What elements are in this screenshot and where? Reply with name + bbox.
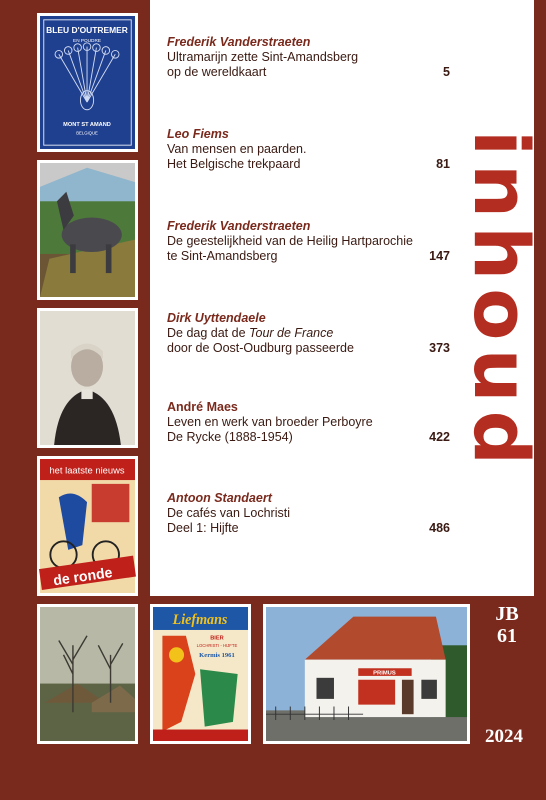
toc-author: André Maes	[167, 400, 238, 414]
toc-title-line	[167, 326, 450, 341]
toc-title-line: Ultramarijn zette Sint-Amandsberg	[167, 50, 359, 64]
toc-author: Leo Fiems	[167, 127, 229, 141]
toc-author: Frederik Vanderstraeten	[167, 35, 311, 49]
liefmans-poster-image	[150, 604, 251, 744]
contents-title-text: inhoud	[456, 129, 546, 473]
landscape-painting-image	[37, 604, 138, 744]
ultramarine-text-4: BELGIQUE	[76, 130, 98, 136]
ultramarine-label-image	[37, 13, 138, 152]
toc-page-number: 5	[443, 65, 450, 79]
volume-abbr: JB	[495, 603, 519, 625]
volume-label	[480, 603, 534, 647]
contents-title	[456, 8, 546, 594]
ultramarine-text-1: BLEU D'OUTREMER	[46, 25, 128, 36]
ultramarine-text-3: MONT ST AMAND	[63, 122, 111, 129]
toc-entry-5[interactable]	[167, 400, 450, 445]
toc-title-text: De dag dat de	[167, 326, 250, 340]
toc-entry-6[interactable]	[167, 491, 450, 536]
priest-portrait-image	[37, 308, 138, 448]
cafe-photo-image	[263, 604, 470, 744]
toc-page-number: 422	[429, 430, 450, 444]
volume-number: 61	[497, 625, 517, 647]
toc-title-line: De Rycke (1888-1954)	[167, 430, 293, 444]
toc-author: Frederik Vanderstraeten	[167, 219, 311, 233]
toc-author: Antoon Standaert	[167, 491, 272, 505]
toc-entry-3[interactable]	[167, 219, 450, 264]
toc-title-line: De cafés van Lochristi	[167, 506, 290, 520]
toc-title-italic: Tour de France	[249, 326, 334, 340]
poster-bottom-text: de ronde	[52, 564, 114, 590]
cafe-sign-text: PRIMUS	[373, 670, 396, 677]
toc-author: Dirk Uyttendaele	[167, 311, 266, 325]
year-label: 2024	[485, 726, 523, 747]
toc-page-number: 81	[436, 157, 450, 171]
toc-title-line: Van mensen en paarden.	[167, 142, 307, 156]
toc-entry-4[interactable]	[167, 311, 450, 356]
toc-title-line: Leven en werk van broeder Perboyre	[167, 415, 373, 429]
horse-mural-image	[37, 160, 138, 300]
toc-page-number: 147	[429, 249, 450, 263]
liefmans-text-1: BIER	[210, 635, 224, 642]
ultramarine-text-2: EN POUDRE	[73, 38, 101, 44]
poster-top-text: het laatste nieuws	[49, 465, 125, 477]
toc-page-number: 373	[429, 341, 450, 355]
toc-title-line: door de Oost-Oudburg passeerde	[167, 341, 354, 355]
toc-entry-2[interactable]	[167, 127, 450, 172]
toc-page-number: 486	[429, 521, 450, 535]
tour-de-france-poster-image	[37, 456, 138, 596]
liefmans-brand-text: Liefmans	[172, 612, 228, 629]
toc-title-line: De geestelijkheid van de Heilig Hartparochie	[167, 234, 413, 248]
toc-title-line: Het Belgische trekpaard	[167, 157, 301, 171]
toc-title-line: te Sint-Amandsberg	[167, 249, 278, 263]
liefmans-text-2: LOCHRISTI - HIJFTE	[196, 643, 238, 649]
liefmans-text-3: Kermis 1961	[199, 651, 235, 659]
toc-entry-1[interactable]	[167, 35, 450, 80]
toc-title-line: op de wereldkaart	[167, 65, 267, 79]
toc-title-line: Deel 1: Hijfte	[167, 521, 239, 535]
